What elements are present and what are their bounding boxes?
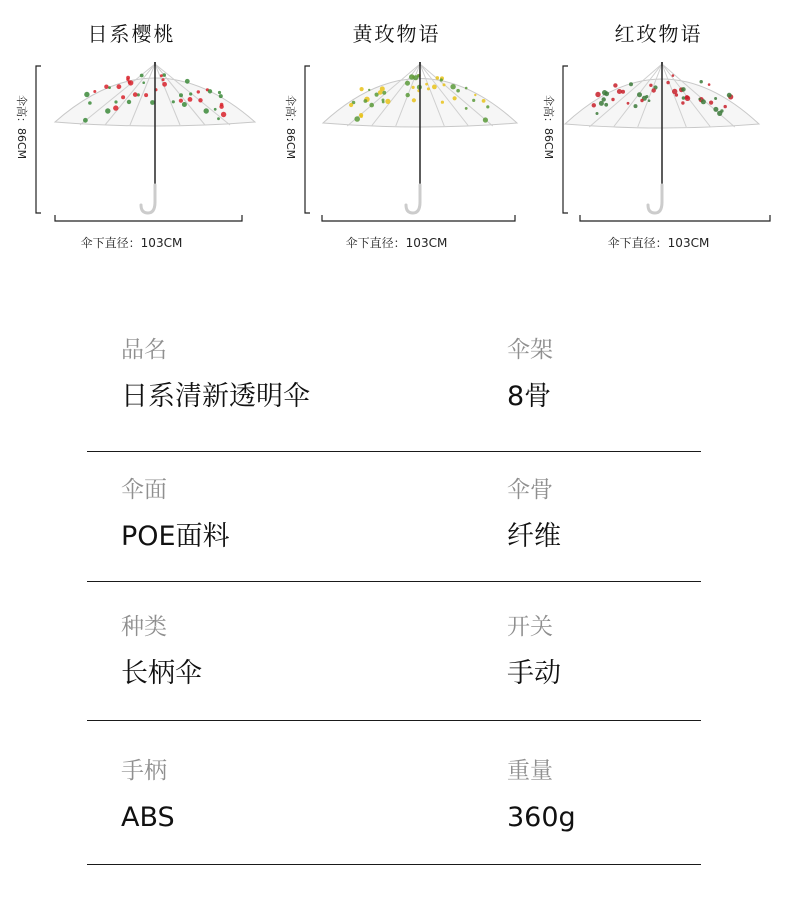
spec-cell <box>507 476 561 554</box>
pattern-dot <box>133 92 138 97</box>
spec-row <box>87 330 701 452</box>
row-divider <box>87 581 701 582</box>
pattern-dot <box>672 89 677 94</box>
pattern-dot <box>465 107 468 110</box>
pattern-dot <box>486 105 489 108</box>
umbrella <box>15 62 255 221</box>
pattern-dot <box>162 73 166 77</box>
pattern-dot <box>406 93 410 97</box>
pattern-dot <box>380 86 385 91</box>
pattern-dot <box>425 83 428 86</box>
pattern-dot <box>182 102 187 107</box>
pattern-dot <box>465 87 468 90</box>
pattern-dot <box>640 99 643 102</box>
pattern-dot <box>483 117 488 122</box>
spec-label: 伞骨 <box>507 477 553 503</box>
pattern-dot <box>672 74 675 77</box>
pattern-dot <box>412 98 416 102</box>
diameter-bracket <box>580 215 770 221</box>
pattern-dot <box>708 83 711 86</box>
pattern-dot <box>652 88 656 92</box>
pattern-dot <box>599 101 604 106</box>
pattern-dot <box>189 92 192 95</box>
umbrella-illustration <box>0 0 263 260</box>
pattern-dot <box>360 87 364 91</box>
pattern-dot <box>185 79 190 84</box>
pattern-dot <box>218 91 221 94</box>
pattern-dot <box>208 89 212 93</box>
spec-label: 伞面 <box>121 477 167 503</box>
pattern-dot <box>179 93 183 97</box>
spec-label: 手柄 <box>121 758 167 784</box>
height-label: 伞高：86CM <box>542 95 555 160</box>
pattern-dot <box>113 105 118 110</box>
pattern-dot <box>482 99 486 103</box>
pattern-dot <box>117 84 122 89</box>
pattern-dot <box>179 99 183 103</box>
pattern-dot <box>368 89 370 91</box>
product-red-rose <box>527 0 790 260</box>
spec-cell <box>507 757 576 835</box>
pattern-dot <box>104 85 108 89</box>
height-bracket <box>305 66 310 213</box>
height-label: 伞高：86CM <box>15 95 28 160</box>
pattern-dot <box>611 98 614 101</box>
pattern-dot <box>714 97 717 100</box>
pattern-dot <box>637 92 642 97</box>
spec-row <box>87 470 701 582</box>
spec-label: 重量 <box>507 758 553 784</box>
pattern-dot <box>596 112 599 115</box>
pattern-dot <box>217 117 220 120</box>
pattern-dot <box>219 105 223 109</box>
pattern-dot <box>126 78 129 81</box>
spec-row <box>87 751 701 865</box>
pattern-dot <box>627 102 630 105</box>
pattern-dot <box>700 80 703 83</box>
pattern-dot <box>436 76 440 80</box>
pattern-dot <box>198 98 202 102</box>
handle <box>406 185 420 213</box>
spec-cell <box>121 336 310 414</box>
pattern-dot <box>142 81 145 84</box>
pattern-dot <box>432 85 437 90</box>
product-name: 日系樱桃 <box>87 22 176 46</box>
spec-value: 长柄伞 <box>121 658 202 689</box>
spec-value: ABS <box>121 802 175 833</box>
spec-label: 种类 <box>121 614 167 640</box>
spec-row <box>87 607 701 721</box>
pattern-dot <box>144 93 148 97</box>
product-yellow-rose <box>265 0 528 260</box>
spec-label: 开关 <box>507 614 553 640</box>
pattern-dot <box>701 99 706 104</box>
pattern-dot <box>724 105 727 108</box>
umbrella <box>284 62 517 221</box>
diameter-label: 伞下直径：103CM <box>345 236 448 250</box>
height-label: 伞高：86CM <box>284 95 297 160</box>
pattern-dot <box>441 101 444 104</box>
spec-value: 360g <box>507 802 576 833</box>
product-name: 黄玫物语 <box>352 22 441 46</box>
pattern-dot <box>108 86 111 89</box>
spec-value: POE面料 <box>121 521 230 552</box>
pattern-dot <box>221 112 226 117</box>
spec-cell <box>507 336 553 414</box>
pattern-dot <box>720 109 723 112</box>
pattern-dot <box>127 100 131 104</box>
spec-value: 日系清新透明伞 <box>121 381 310 412</box>
pattern-dot <box>634 104 638 108</box>
pattern-dot <box>613 83 617 87</box>
spec-value: 手动 <box>507 658 561 689</box>
pattern-dot <box>354 116 360 122</box>
pattern-dot <box>349 103 353 107</box>
pattern-dot <box>472 99 475 102</box>
pattern-dot <box>629 82 633 86</box>
pattern-dot <box>93 90 96 93</box>
pattern-dot <box>121 95 125 99</box>
diameter-label: 伞下直径：103CM <box>80 236 183 250</box>
pattern-dot <box>382 101 385 104</box>
pattern-dot <box>364 99 368 103</box>
spec-cell <box>121 476 230 554</box>
pattern-dot <box>160 74 163 77</box>
pattern-dot <box>385 99 390 104</box>
diameter-bracket <box>55 215 242 221</box>
pattern-dot <box>474 94 476 96</box>
pattern-dot <box>713 107 718 112</box>
handle <box>648 185 662 213</box>
umbrella-illustration <box>265 0 528 260</box>
pattern-dot <box>83 118 88 123</box>
spec-cell <box>507 613 561 691</box>
pattern-dot <box>666 81 669 84</box>
pattern-dot <box>197 90 200 93</box>
pattern-dot <box>162 82 167 87</box>
pattern-dot <box>727 93 732 98</box>
row-divider <box>87 720 701 721</box>
handle <box>141 185 155 213</box>
pattern-dot <box>649 84 652 87</box>
umbrella <box>542 62 770 221</box>
pattern-dot <box>188 97 193 102</box>
spec-label: 品名 <box>121 337 167 363</box>
pattern-dot <box>648 99 651 102</box>
pattern-dot <box>685 95 689 99</box>
product-cherry <box>0 0 263 260</box>
pattern-dot <box>84 92 89 97</box>
pattern-dot <box>172 100 175 103</box>
pattern-dot <box>427 87 430 90</box>
diameter-bracket <box>322 215 515 221</box>
diameter-label: 伞下直径：103CM <box>607 236 710 250</box>
pattern-dot <box>681 101 684 104</box>
pattern-dot <box>114 100 117 103</box>
pattern-dot <box>698 98 701 101</box>
pattern-dot <box>440 78 443 81</box>
pattern-dot <box>150 100 155 105</box>
row-divider <box>87 451 701 452</box>
pattern-dot <box>645 95 648 98</box>
spec-cell <box>121 757 175 835</box>
pattern-dot <box>621 90 625 94</box>
spec-label: 伞架 <box>507 337 553 363</box>
spec-value: 8骨 <box>507 381 552 412</box>
row-divider <box>87 864 701 865</box>
pattern-dot <box>681 87 686 92</box>
pattern-dot <box>412 86 415 89</box>
pattern-dot <box>602 97 606 101</box>
pattern-dot <box>162 78 165 81</box>
pattern-dot <box>360 115 363 118</box>
pattern-dot <box>602 90 607 95</box>
pattern-dot <box>219 94 223 98</box>
pattern-dot <box>604 103 608 107</box>
pattern-dot <box>105 108 110 113</box>
pattern-dot <box>214 108 217 111</box>
pattern-dot <box>369 103 374 108</box>
pattern-dot <box>450 84 455 89</box>
pattern-dot <box>709 101 713 105</box>
spec-value: 纤维 <box>507 521 561 552</box>
pattern-dot <box>405 81 410 86</box>
height-bracket <box>36 66 41 213</box>
pattern-dot <box>140 74 144 78</box>
pattern-dot <box>453 96 457 100</box>
pattern-dot <box>443 83 446 86</box>
pattern-dot <box>592 103 596 107</box>
height-bracket <box>563 66 568 213</box>
pattern-dot <box>204 108 209 113</box>
spec-cell <box>121 613 202 691</box>
pattern-dot <box>88 101 92 105</box>
pattern-dot <box>682 96 686 100</box>
pattern-dot <box>456 89 460 93</box>
umbrella-illustration <box>527 0 790 260</box>
product-name: 红玫物语 <box>614 22 703 46</box>
pattern-dot <box>595 92 600 97</box>
